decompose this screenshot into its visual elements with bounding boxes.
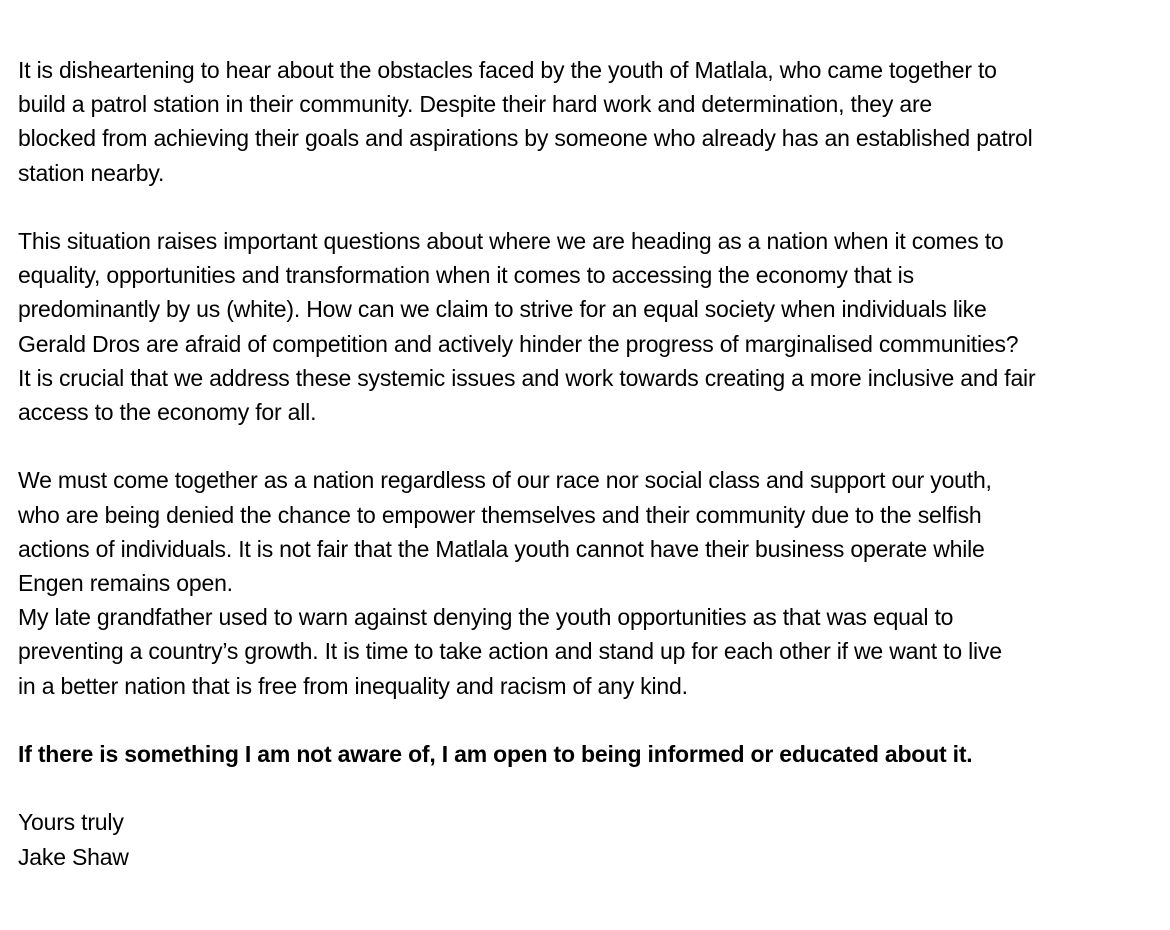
- paragraph-2: [18, 224, 1166, 429]
- paragraph-4-line-1: My late grandfather used to warn against denying the youth opportunities as that was equal to: [18, 604, 954, 631]
- paragraph-1-line-3: blocked from achieving their goals and aspirations by someone who already has an established patrol: [18, 125, 1033, 152]
- paragraph-2-line-1: This situation raises important questions about where we are heading as a nation when it comes to: [18, 228, 1004, 254]
- paragraph-4-line-2: preventing a country’s growth. It is time to take action and stand up for each other if we want to live: [18, 638, 1002, 665]
- paragraph-1-line-1: It is disheartening to hear about the obstacles faced by the youth of Matlala, who came together to: [18, 57, 997, 83]
- paragraph-2-line-2: equality, opportunities and transformation when it comes to accessing the economy that is: [18, 262, 914, 289]
- paragraph-2-line-6: access to the economy for all.: [18, 399, 317, 426]
- paragraph-1-line-2: build a patrol station in their community. Despite their hard work and determination, they are: [18, 91, 933, 118]
- bold-statement-text: If there is something I am not aware of, I am open to being informed or educated about it.: [18, 741, 973, 768]
- closing-text: Yours truly: [18, 809, 124, 836]
- paragraph-4: [18, 600, 1166, 703]
- paragraph-3: [18, 463, 1166, 600]
- signoff: [18, 805, 1166, 873]
- paragraph-2-line-5: It is crucial that we address these systemic issues and work towards creating a more inclusive and fair: [18, 364, 1036, 391]
- paragraph-4-line-3: in a better nation that is free from inequality and racism of any kind.: [18, 672, 688, 699]
- signature-name: Jake Shaw: [18, 843, 129, 870]
- paragraph-2-line-3: predominantly by us (white). How can we claim to strive for an equal society when individuals like: [18, 296, 987, 323]
- bold-statement: [18, 737, 1166, 771]
- paragraph-1-line-4: station nearby.: [18, 159, 165, 186]
- paragraph-1: [18, 53, 1166, 190]
- paragraph-3-line-1: We must come together as a nation regardless of our race nor social class and support our youth,: [18, 467, 992, 494]
- letter-body: [18, 53, 1166, 874]
- paragraph-2-line-4: Gerald Dros are afraid of competition and actively hinder the progress of marginalised communities?: [18, 330, 1019, 357]
- paragraph-3-line-2: who are being denied the chance to empower themselves and their community due to the selfish: [18, 501, 982, 528]
- paragraph-3-line-3: actions of individuals. It is not fair that the Matlala youth cannot have their business operate while: [18, 535, 985, 562]
- paragraph-3-line-4: Engen remains open.: [18, 570, 233, 597]
